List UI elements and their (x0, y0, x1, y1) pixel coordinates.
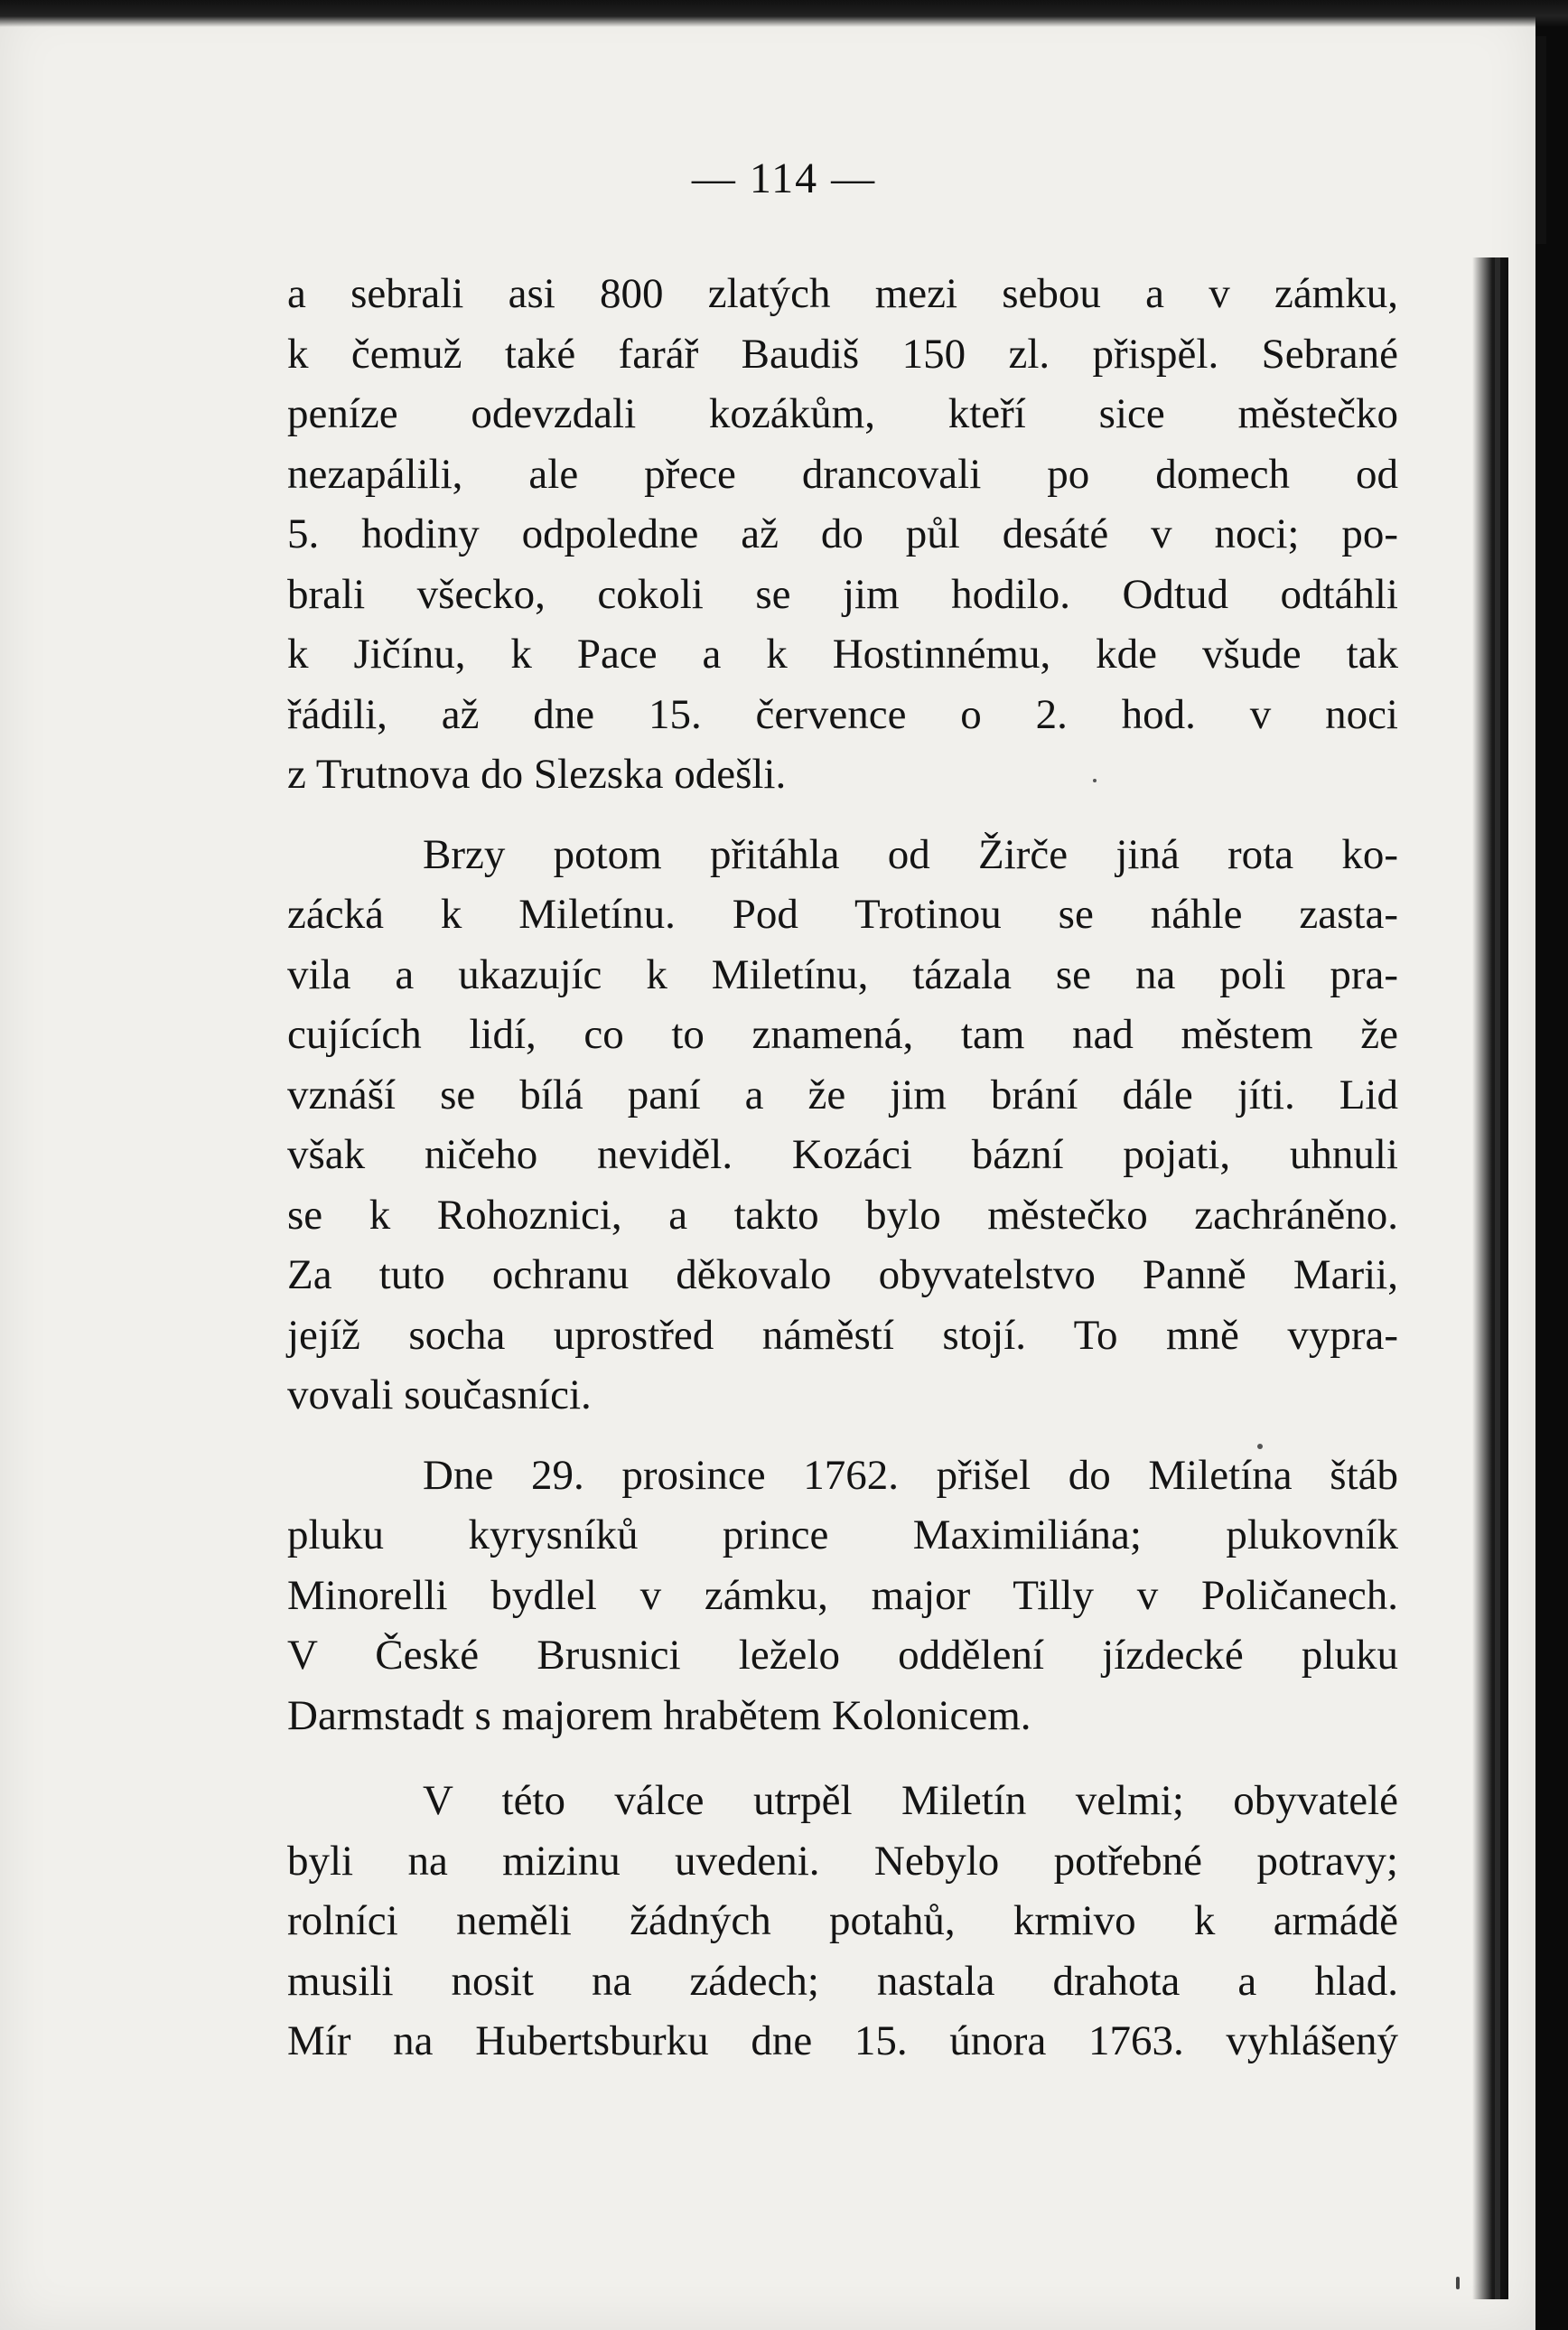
paragraph-4 (287, 1771, 1398, 2072)
page-number: — 114 — (691, 154, 877, 202)
text-line: brali všecko, cokoli se jim hodilo. Odtud odtáhli (287, 570, 1398, 618)
page-top-edge-shadow (0, 0, 1568, 27)
text-line: V této válce utrpěl Miletín velmi; obyvatelé (423, 1777, 1398, 1824)
text-line: zácká k Miletínu. Pod Trotinou se náhle zasta- (287, 891, 1398, 938)
page-right-edge-line (1495, 257, 1500, 2299)
text-line: nezapálili, ale přece drancovali po domech od (287, 450, 1398, 498)
text-line: Darmstadt s majorem hrabětem Kolonicem. (287, 1691, 1031, 1739)
paragraph-3 (287, 1446, 1398, 1746)
text-line: vovali současníci. (287, 1371, 592, 1418)
text-line: k čemuž také farář Baudiš 150 zl. přispěl. Sebrané (287, 330, 1398, 378)
text-line: musili nosit na zádech; nastala drahota a hlad. (287, 1957, 1398, 2005)
text-line: vila a ukazujíc k Miletínu, tázala se na poli pra- (287, 950, 1398, 998)
paragraph-1 (287, 264, 1398, 805)
text-line: z Trutnova do Slezska odešli. (287, 751, 787, 798)
text-line: jejíž socha uprostřed náměstí stojí. To mně vypra- (287, 1311, 1398, 1359)
text-line: 5. hodiny odpoledne až do půl desáté v noci; po- (287, 510, 1398, 557)
page-right-edge-shadow (1472, 257, 1508, 2299)
text-line: pluku kyrysníků prince Maximiliána; plukovník (287, 1511, 1398, 1558)
text-line: k Jičínu, k Pace a k Hostinnému, kde všude tak (287, 631, 1398, 678)
paper-speck (1093, 779, 1097, 782)
binding-spine-mark (1535, 36, 1546, 244)
body-text (287, 264, 1398, 2072)
paragraph-2 (287, 825, 1398, 1426)
text-line: Za tuto ochranu děkovalo obyvatelstvo Panně Marii, (287, 1251, 1398, 1298)
text-line: Brzy potom přitáhla od Žirče jiná rota ko- (423, 830, 1398, 878)
text-line: rolníci neměli žádných potahů, krmivo k armádě (287, 1897, 1398, 1944)
text-line: se k Rohoznici, a takto bylo městečko zachráněno. (287, 1191, 1398, 1239)
text-line: cujících lidí, co to znamená, tam nad městem že (287, 1011, 1398, 1058)
text-line: Dne 29. prosince 1762. přišel do Miletína štáb (423, 1451, 1398, 1499)
text-line: Mír na Hubertsburku dne 15. února 1763. vyhlášený (287, 2017, 1398, 2064)
text-line: peníze odevzdali kozákům, kteří sice městečko (287, 390, 1398, 437)
text-line: byli na mizinu uvedeni. Nebylo potřebné potravy; (287, 1837, 1398, 1885)
paper-speck (1257, 1444, 1263, 1449)
text-line: řádili, až dne 15. července o 2. hod. v noci (287, 690, 1398, 738)
text-line: Minorelli bydlel v zámku, major Tilly v Poličanech. (287, 1571, 1398, 1619)
paper-speck (1456, 2277, 1460, 2289)
text-line: V České Brusnici leželo oddělení jízdecké pluku (287, 1632, 1398, 1679)
text-line: a sebrali asi 800 zlatých mezi sebou a v zámku, (287, 270, 1398, 317)
text-line: však ničeho neviděl. Kozáci bázní pojati, uhnuli (287, 1131, 1398, 1178)
text-line: vznáší se bílá paní a že jim brání dále jíti. Lid (287, 1071, 1398, 1118)
